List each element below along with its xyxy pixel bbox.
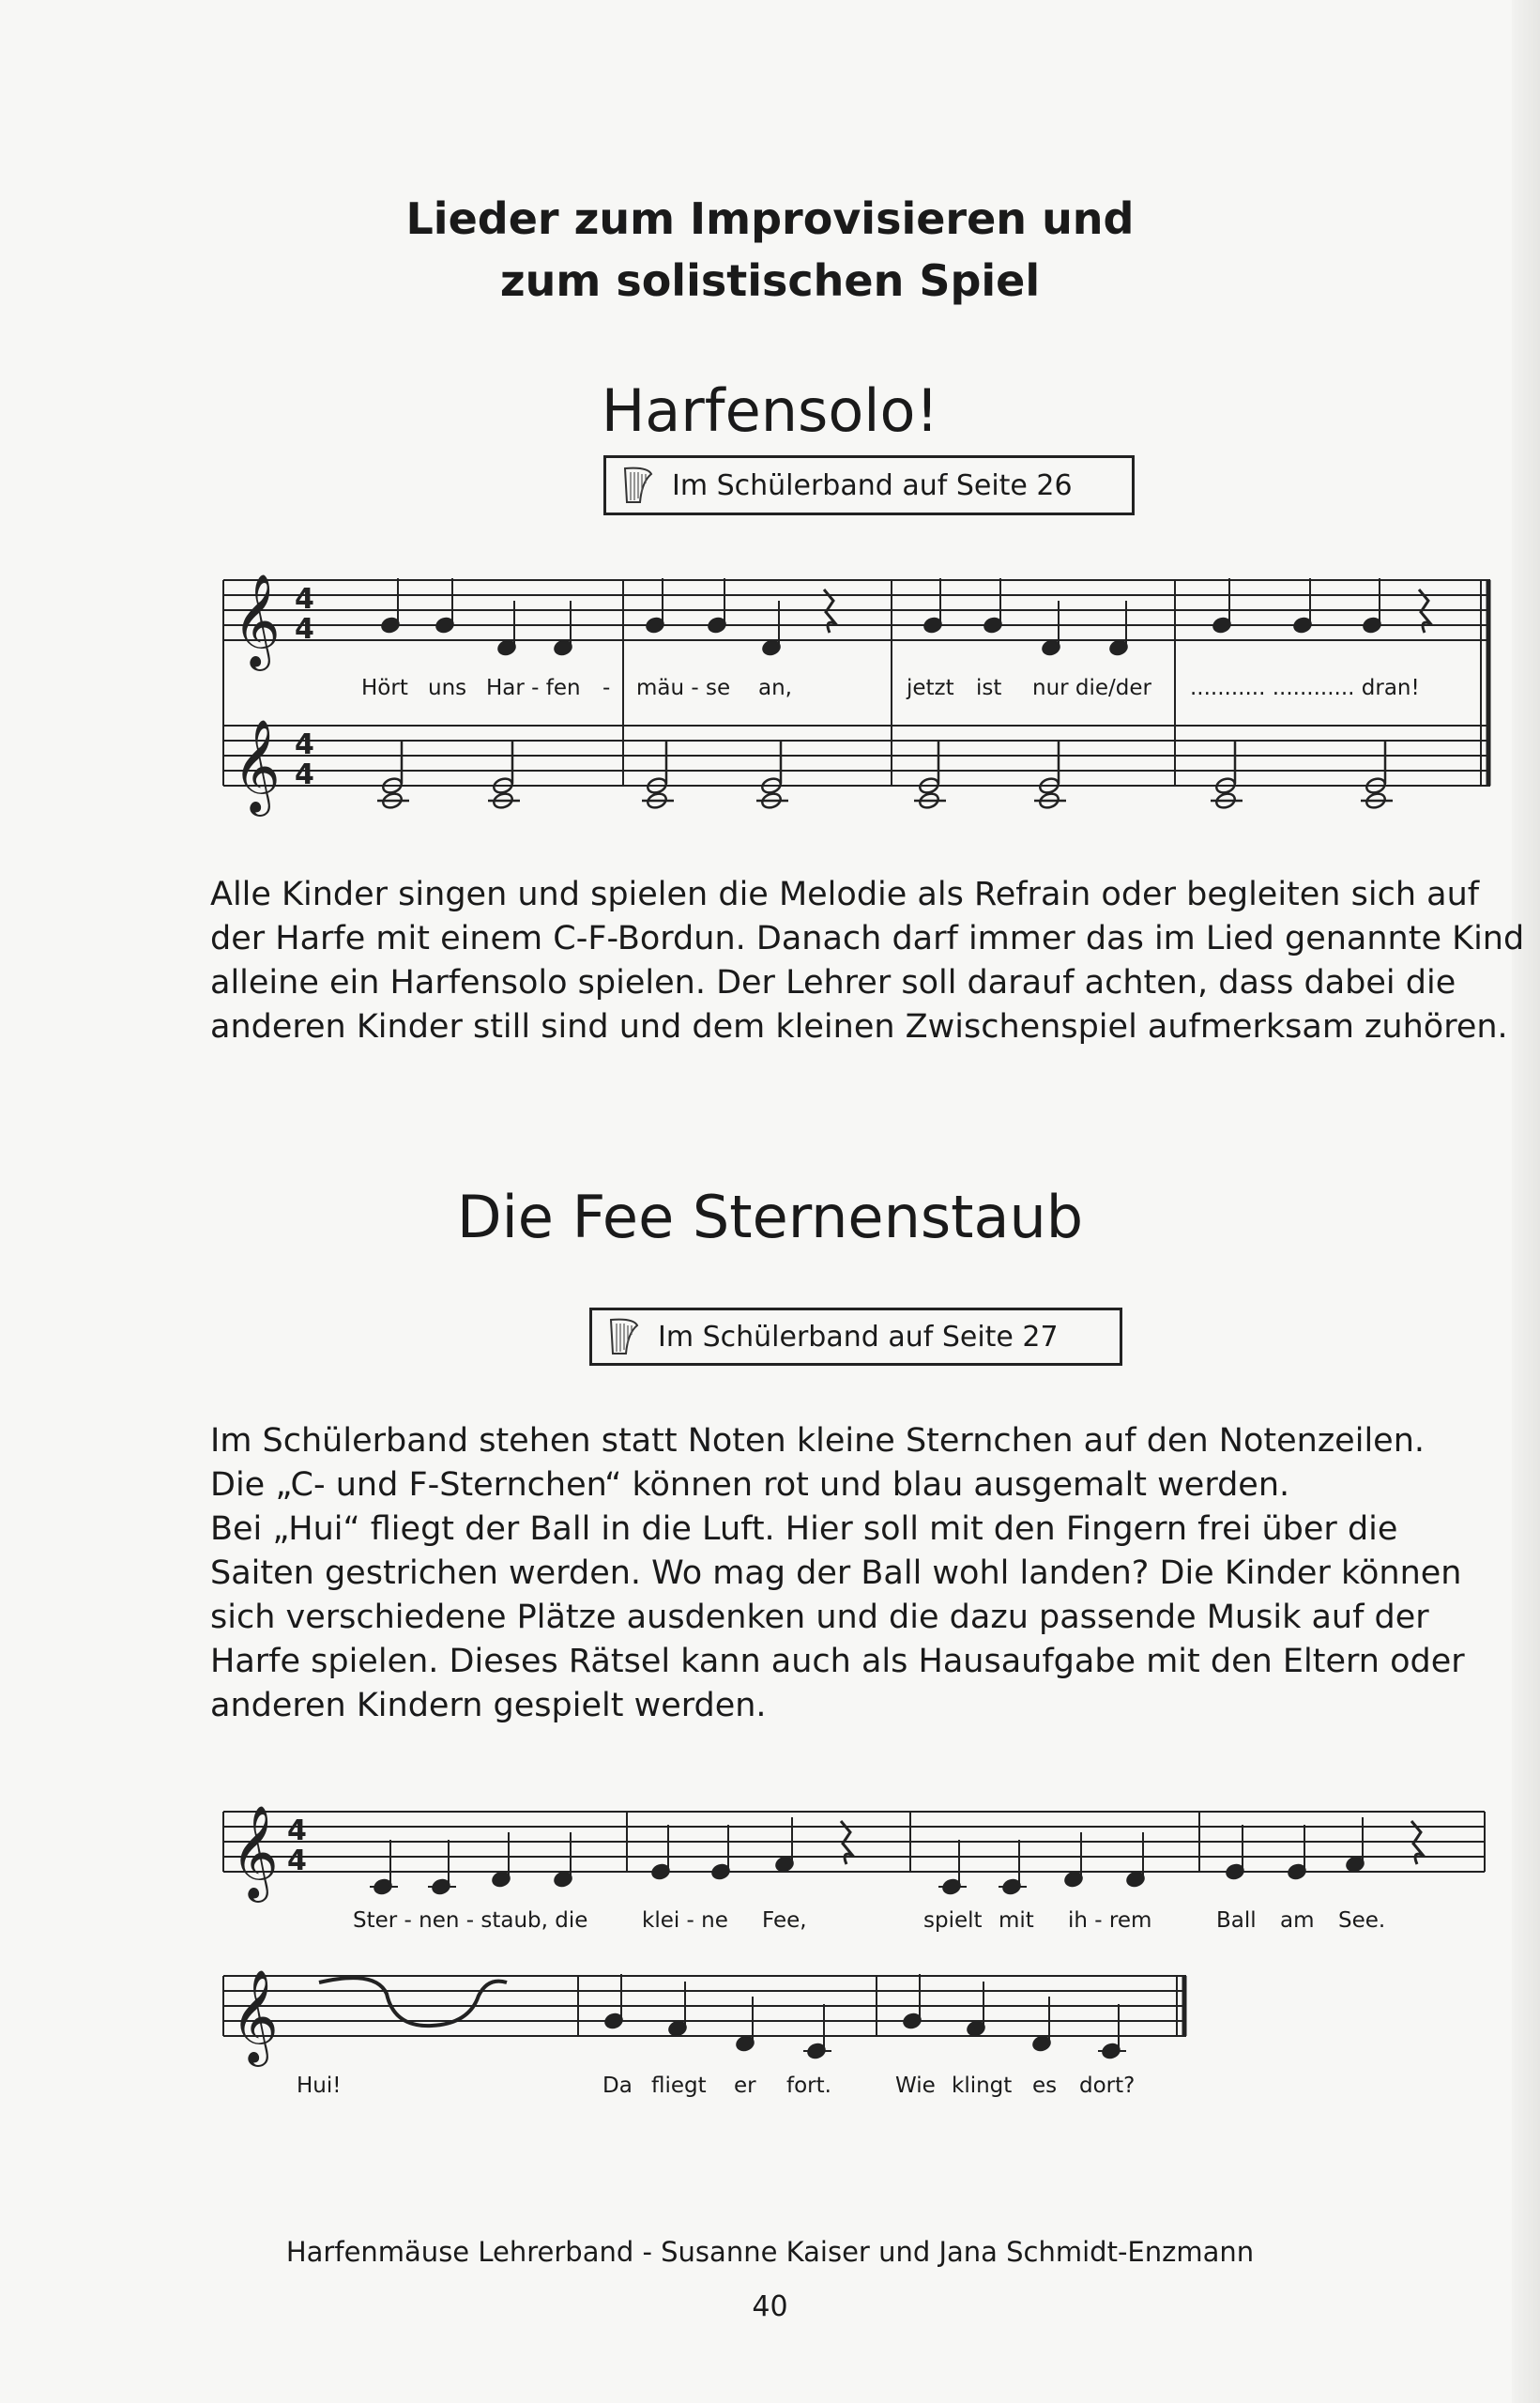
- note: [774, 1817, 795, 1874]
- treble-clef: 𝄞: [231, 1969, 279, 2063]
- note: [1098, 2004, 1126, 2060]
- time-sig-bottom: 4: [295, 758, 314, 791]
- lyric: mäu - se: [636, 676, 731, 700]
- treble-clef: 𝄞: [233, 574, 281, 667]
- lyric: Har - fen: [486, 676, 581, 700]
- note: [650, 1825, 671, 1881]
- note: [603, 1974, 624, 2030]
- time-sig-top: 4: [295, 583, 314, 616]
- note: [1225, 1825, 1245, 1881]
- song-title-fee-sternenstaub: Die Fee Sternenstaub: [456, 1183, 1084, 1251]
- lyric: Fee,: [762, 1908, 807, 1933]
- lyric: See.: [1338, 1908, 1386, 1933]
- note: [1345, 1817, 1365, 1874]
- lyric: spielt: [923, 1908, 983, 1933]
- lyric: Ster - nen - staub, die: [353, 1908, 588, 1933]
- lyric: ist: [976, 676, 1002, 700]
- note: [1125, 1832, 1146, 1889]
- lyric: Hui!: [297, 2074, 342, 2098]
- lyric: Da: [602, 2074, 633, 2098]
- section-heading-line-1: Lieder zum Improvisieren und: [405, 193, 1135, 244]
- staff-2-notes: [603, 1974, 1126, 2060]
- staff-2-lines: [223, 1976, 1186, 2036]
- note: [999, 1840, 1027, 1896]
- note: [938, 1840, 967, 1896]
- note: [1031, 1997, 1052, 2053]
- time-sig-top: 4: [295, 728, 314, 761]
- treble-clef: 𝄞: [233, 719, 281, 813]
- note: [710, 1825, 731, 1881]
- lyric: an,: [758, 676, 792, 700]
- reference-text: Im Schülerband auf Seite 26: [672, 468, 1073, 502]
- lyric: fort.: [786, 2074, 831, 2098]
- lyric: Hört: [361, 676, 408, 700]
- time-sig-bottom: 4: [287, 1844, 307, 1877]
- lyric: mit: [999, 1908, 1034, 1933]
- note: [428, 1840, 456, 1896]
- lyric: klei - ne: [642, 1908, 728, 1933]
- paragraph-line: Saiten gestrichen werden. Wo mag der Ball wohl landen? Die Kinder können: [210, 1554, 1462, 1592]
- lyric: nur die/der: [1032, 676, 1152, 700]
- reference-text: Im Schülerband auf Seite 27: [658, 1320, 1059, 1354]
- lyric: ih - rem: [1068, 1908, 1152, 1933]
- note: [803, 2004, 831, 2060]
- lyric: jetzt: [907, 676, 954, 700]
- paragraph-line: Bei „Hui“ fliegt der Ball in die Luft. Hier soll mit den Fingern frei über die: [210, 1510, 1398, 1548]
- paragraph-line: Die „C- und F-Sternchen“ können rot und blau ausgemalt werden.: [210, 1466, 1290, 1504]
- footer-credit: Harfenmäuse Lehrerband - Susanne Kaiser und Jana Schmidt-Enzmann: [285, 2236, 1255, 2268]
- paragraph-line: Im Schülerband stehen statt Noten kleine Sternchen auf den Notenzeilen.: [210, 1422, 1426, 1460]
- time-sig-top: 4: [287, 1814, 307, 1847]
- note: [1287, 1825, 1307, 1881]
- note: [553, 1832, 573, 1889]
- lyric: -: [602, 676, 611, 700]
- lyric: klingt: [952, 2074, 1013, 2098]
- song-title-harfensolo: Harfensolo!: [601, 376, 939, 445]
- paragraph-line: anderen Kindern gespielt werden.: [210, 1687, 767, 1724]
- note: [966, 1982, 986, 2038]
- note: [370, 1840, 398, 1896]
- section-heading-line-2: zum solistischen Spiel: [499, 255, 1041, 306]
- note: [1063, 1832, 1084, 1889]
- paragraph-line: der Harfe mit einem C-F-Bordun. Danach darf immer das im Lied genannte Kind: [210, 920, 1525, 957]
- paragraph-line: alleine ein Harfensolo spielen. Der Lehrer soll darauf achten, dass dabei die: [210, 964, 1456, 1002]
- lyric: dort?: [1079, 2074, 1136, 2098]
- note: [735, 1997, 755, 2053]
- paragraph-line: sich verschiedene Plätze ausdenken und die dazu passende Musik auf der: [210, 1599, 1429, 1636]
- page-number: 40: [752, 2290, 788, 2323]
- treble-clef: 𝄞: [231, 1805, 279, 1899]
- lyric: am: [1280, 1908, 1315, 1933]
- lyric: ........... ............ dran!: [1190, 676, 1420, 700]
- paragraph-line: Harfe spielen. Dieses Rätsel kann auch als Hausaufgabe mit den Eltern oder: [210, 1643, 1465, 1680]
- glissando-curve: [319, 1978, 507, 2026]
- lyric: er: [734, 2074, 756, 2098]
- note: [902, 1974, 922, 2030]
- lyric: fliegt: [651, 2074, 707, 2098]
- lyric: es: [1032, 2074, 1058, 2098]
- paragraph-line: Alle Kinder singen und spielen die Melodie als Refrain oder begleiten sich auf: [210, 876, 1480, 913]
- time-sig-bottom: 4: [295, 613, 314, 646]
- note: [491, 1832, 511, 1889]
- lyric: Ball: [1216, 1908, 1257, 1933]
- lyric: uns: [428, 676, 467, 700]
- staff-1-lines: [223, 1812, 1485, 1872]
- paragraph-line: anderen Kinder still sind und dem kleinen Zwischenspiel aufmerksam zuhören.: [210, 1008, 1508, 1046]
- lyric: Wie: [895, 2074, 936, 2098]
- note: [667, 1982, 688, 2038]
